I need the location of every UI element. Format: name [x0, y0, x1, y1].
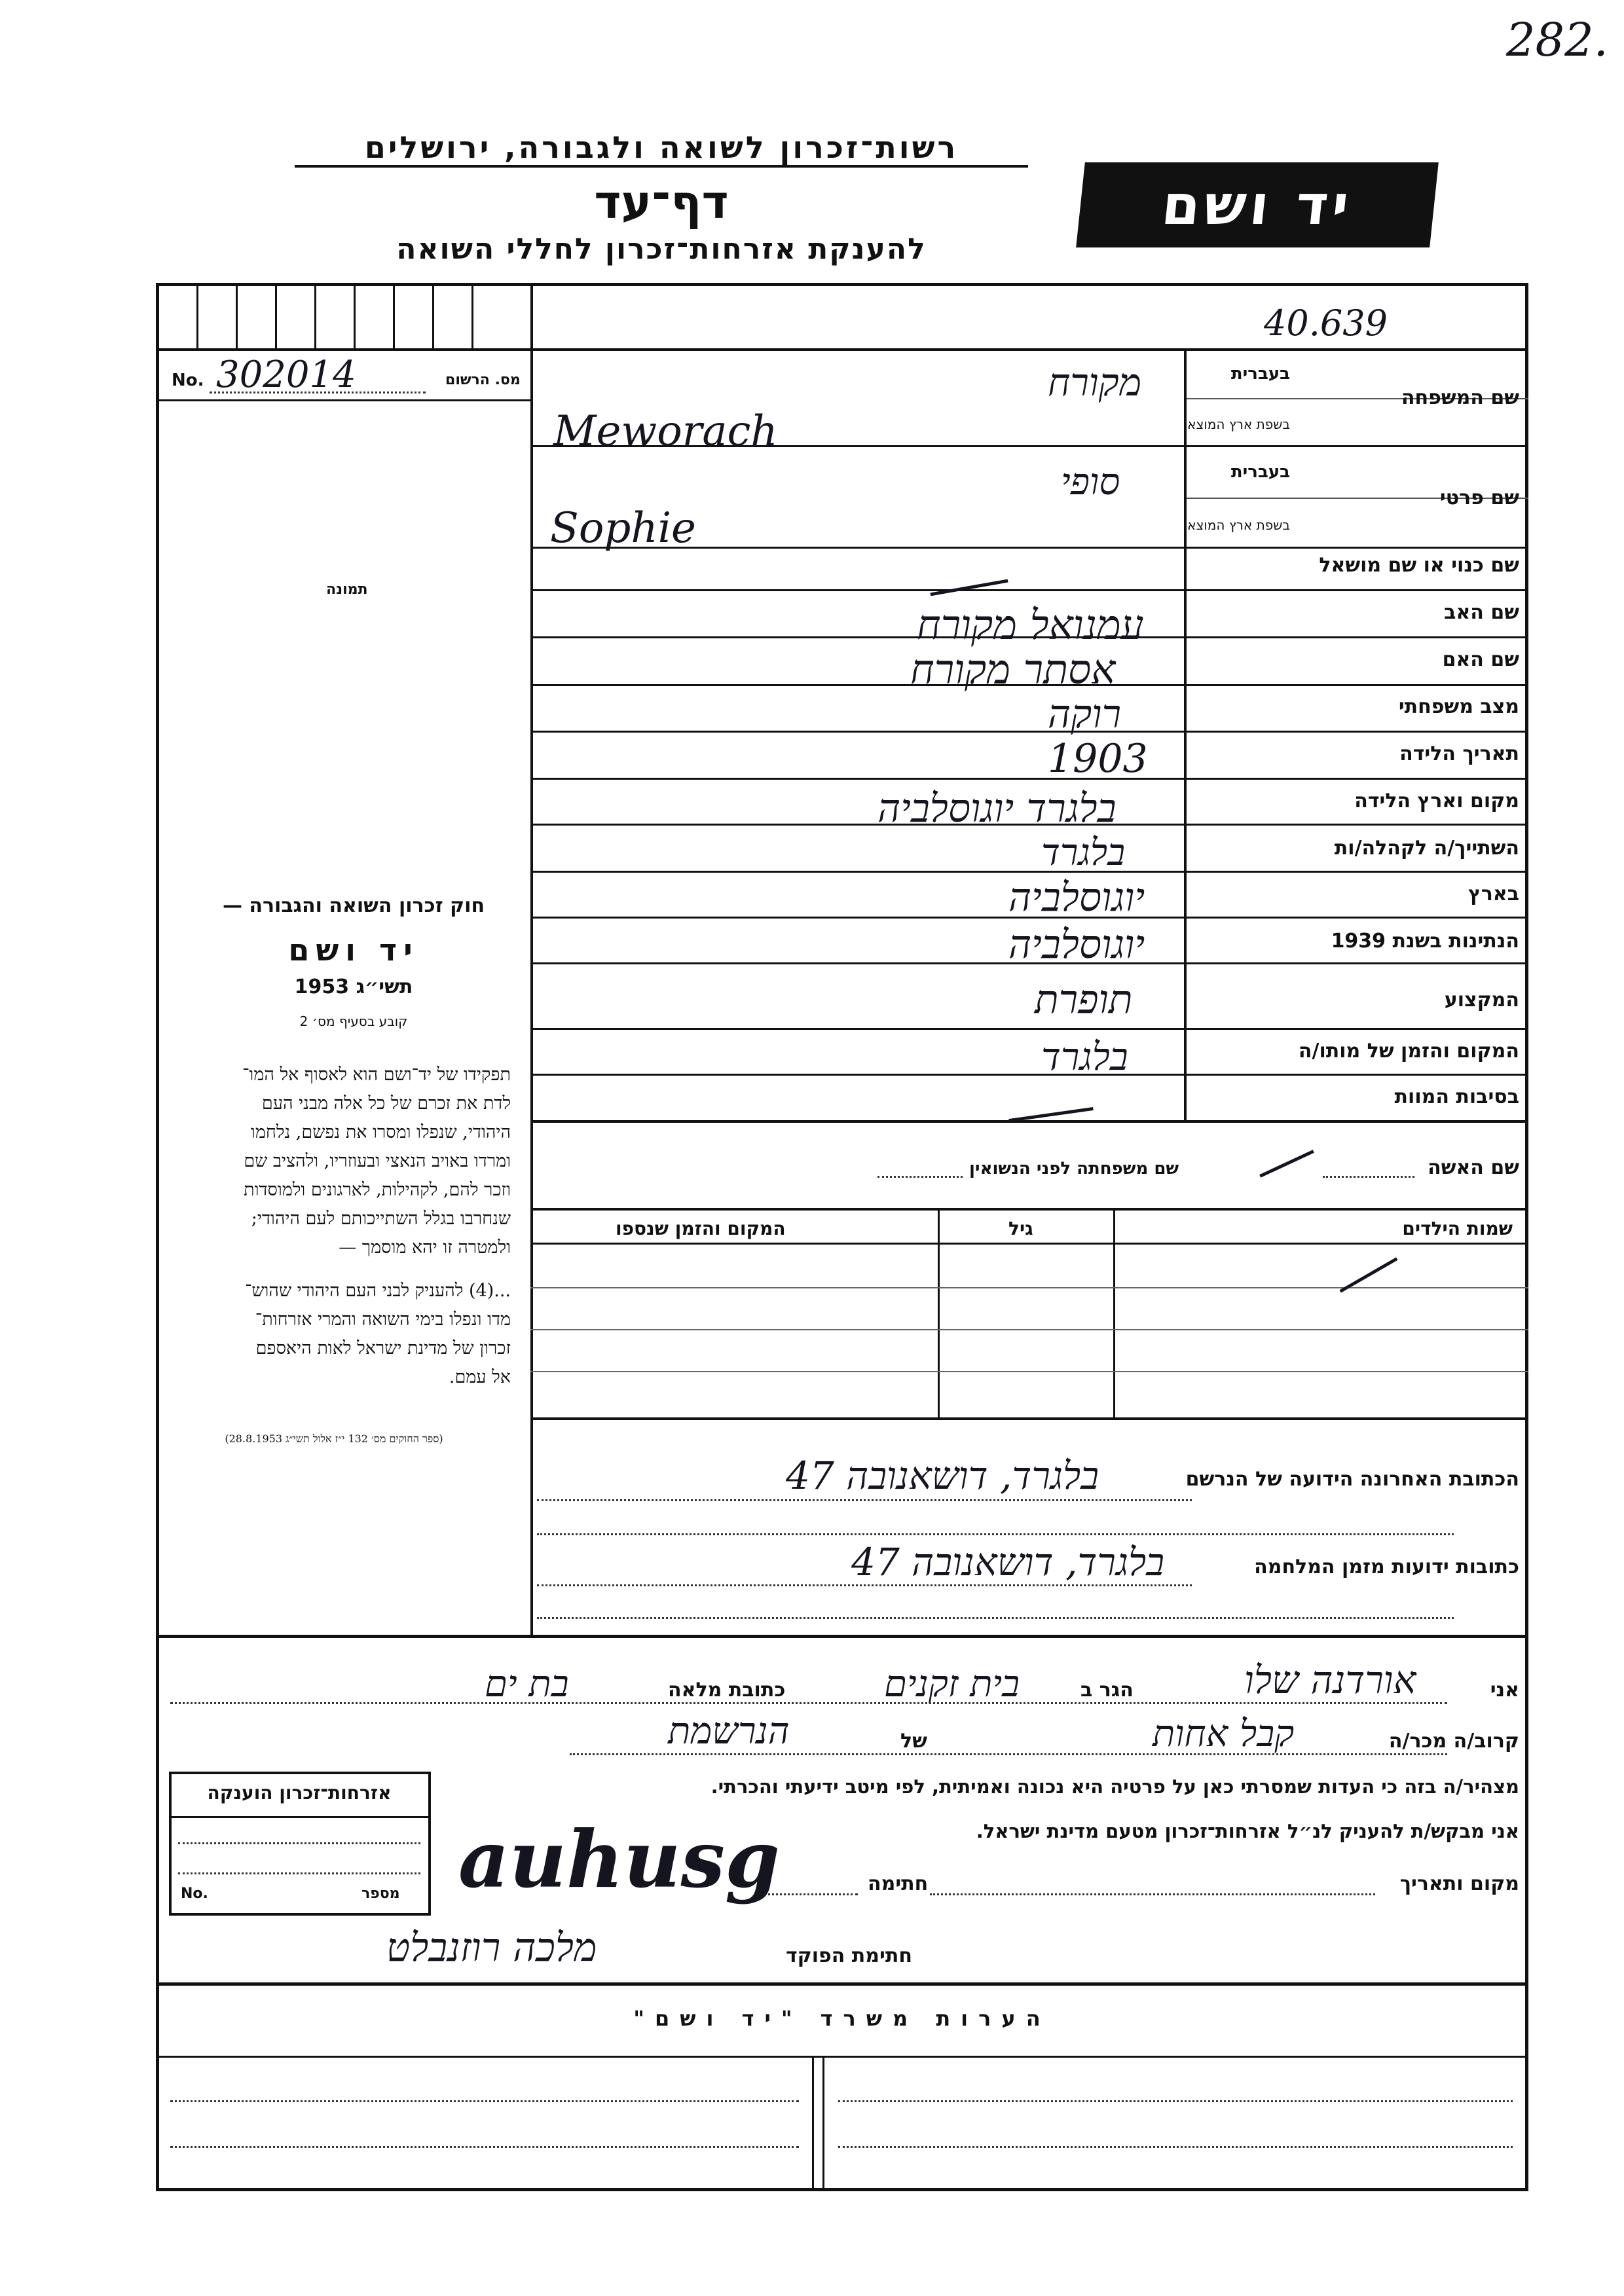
birth-date-value: 1903 [1048, 736, 1148, 782]
birth-date-label: תאריך הלידה [1399, 742, 1519, 765]
office-notes-title: הערות משרד "יד ושם" [633, 2006, 1051, 2031]
form-title: דף־עד [594, 175, 729, 229]
marital-label: מצב משפחתי [1398, 695, 1519, 718]
declarant-i-label: אני [1490, 1679, 1519, 1702]
file-number: 40.639 [1264, 302, 1388, 344]
marital-value: רוקה [1048, 691, 1122, 737]
page-number: 282. [1506, 13, 1608, 67]
death-place-value: בלגרד [1041, 1034, 1128, 1079]
community-label: השתייך/ה לקהלה/ות [1334, 837, 1519, 860]
family-name-hebrew-sub: בעברית [1230, 364, 1290, 384]
country-value: יוגוסלביה [1008, 875, 1145, 920]
profession-label: המקצוע [1444, 989, 1519, 1011]
father-label: שם האב [1444, 601, 1519, 624]
children-names-header: שמות הילדים [1402, 1218, 1513, 1239]
full-address-value: בת ים [485, 1663, 569, 1705]
mother-label: שם האם [1442, 648, 1519, 671]
resides-value: בית זקנים [884, 1663, 1020, 1705]
death-place-label: המקום והזמן של מותו/ה [1298, 1040, 1519, 1063]
registration-number: 302014 [216, 354, 356, 396]
wartime-address-value: בלגרד, דושאנובה 47 [851, 1540, 1165, 1584]
law-paragraph-2 [157, 1277, 511, 1392]
family-name-latin-value: Meworach [553, 407, 778, 456]
first-name-hebrew-sub: בעברית [1230, 462, 1290, 482]
law-line: היהודי, שנפלו ומסרו את נפשם, נלחמו [250, 1122, 511, 1142]
registration-prefix: No. [172, 371, 204, 390]
nationality-label: הנתינות בשנת 1939 [1331, 930, 1519, 953]
yad-vashem-logo [1076, 162, 1439, 247]
nationality-value: יוגוסלביה [1008, 922, 1145, 968]
photo-label: תמונה [326, 581, 368, 598]
registration-label: מס. הרשום [445, 372, 521, 388]
declarant-signature: auhusg [458, 1813, 780, 1906]
declarant-name: אורדנה שלו [1244, 1658, 1416, 1702]
law-line: וזכר להם, לקהילות, לארגונים ולמוסדות [244, 1180, 511, 1200]
law-paragraph-1 [157, 1061, 511, 1262]
signature-label: חתימה [868, 1872, 929, 1895]
law-name: יד ושם [288, 932, 419, 968]
first-name-origin-sub: בשפת ארץ המוצא [1187, 517, 1290, 533]
children-place-header: המקום והזמן שנספו [616, 1218, 786, 1239]
full-address-label: כתובת מלאה [668, 1679, 786, 1702]
birth-place-label: מקום וארץ הלידה [1354, 790, 1519, 812]
law-line: מדו ונפלו בימי השואה והמרי אזרחות־ [255, 1309, 511, 1330]
award-number-prefix: No. [181, 1886, 208, 1902]
resides-label: הגר ב [1080, 1679, 1134, 1702]
of-label: של [900, 1730, 927, 1753]
last-address-label: הכתובת האחרונה הידועה של הנרשם [1185, 1468, 1519, 1491]
logo-text: יד ושם [1158, 173, 1356, 237]
relative-label: קרוב/ה מכר/ה [1388, 1730, 1519, 1753]
law-line: תפקידו של יד־ושם הוא לאסוף אל המו־ [242, 1065, 511, 1085]
law-title: חוק זכרון השואה והגבורה — [222, 894, 485, 917]
last-address-value: בלגרד, דושאנובה 47 [786, 1453, 1099, 1498]
law-line: ומרדו באויב הנאצי ובעוזריו, ולהציב שם [244, 1151, 511, 1171]
law-line: זכרון של מדינת ישראל לאות היאספם [255, 1338, 511, 1358]
father-value: עמנואל מקורח [917, 601, 1144, 649]
law-line: אל עמם. [449, 1367, 511, 1387]
clerk-signature: מלכה רוזנבלט [386, 1925, 597, 1971]
death-circumstances-label: בסיבות המוות [1394, 1085, 1519, 1108]
profession-value: תופרת [1035, 977, 1133, 1023]
family-name-origin-sub: בשפת ארץ המוצא [1187, 416, 1290, 432]
birth-place-value: בלגרד יוגוסלביה [877, 786, 1116, 831]
family-name-label: שם המשפחה [1401, 386, 1519, 409]
law-line: ולמטרה זו יהא מוסמך — [339, 1237, 511, 1258]
first-name-hebrew-value: סופי [1061, 461, 1120, 503]
mother-value: אסתר מקורח [910, 646, 1116, 693]
family-name-hebrew-value: מקורח [1048, 360, 1142, 405]
declaration-1: מצהיר/ה בזה כי העדות שמסרתי כאן על פרטיה היא נכונה ואמיתית, לפי מיטב ידיעתי והכרתי. [710, 1776, 1519, 1798]
form-subtitle: להענקת אזרחות־זכרון לחללי השואה [396, 232, 927, 266]
children-age-header: גיל [1008, 1218, 1033, 1239]
law-line: שנחרבו בגלל השתייכותם לעם היהודי; [251, 1209, 511, 1229]
law-line: לדת את זכרם של כל אלה מבני העם [261, 1093, 511, 1114]
law-line: ...(4) להעניק לבני העם היהודי שהוש־ [245, 1281, 511, 1301]
clerk-signature-label: חתימת הפוקד [786, 1944, 912, 1967]
award-box-title: אזרחות־זכרון הוענקה [207, 1782, 392, 1804]
award-box [169, 1772, 431, 1916]
law-citation: (ספר החוקים מס׳ 132 י״ז אלול תשי״ג 28.8.1953) [225, 1432, 443, 1445]
first-name-label: שם פרטי [1439, 486, 1519, 509]
country-label: בארץ [1467, 883, 1519, 905]
award-number-label: מספר [361, 1886, 400, 1902]
maiden-name-label: שם משפחתה לפני הנשואין [969, 1159, 1179, 1178]
place-date-label: מקום ותאריך [1399, 1872, 1519, 1895]
wartime-address-label: כתובות ידועות מזמן המלחמה [1254, 1556, 1519, 1578]
law-year: תשי״ג 1953 [294, 975, 413, 998]
of-value: הנרשמת [668, 1710, 790, 1753]
relative-value: קבל אחות [1153, 1713, 1295, 1755]
authority-title: רשות־זכרון לשואה ולגבורה, ירושלים [295, 130, 1028, 168]
nickname-label: שם כנוי או שם מושאל [1319, 554, 1519, 577]
first-name-latin-value: Sophie [550, 504, 696, 553]
community-value: בלגרד [1041, 831, 1126, 874]
declaration-2: אני מבקש/ת להעניק לנ״ל אזרחות־זכרון מטעם מדינת ישראל. [976, 1820, 1519, 1842]
wife-label: שם האשה [1428, 1156, 1519, 1179]
law-clause: קובע בסעיף מס׳ 2 [299, 1013, 408, 1029]
